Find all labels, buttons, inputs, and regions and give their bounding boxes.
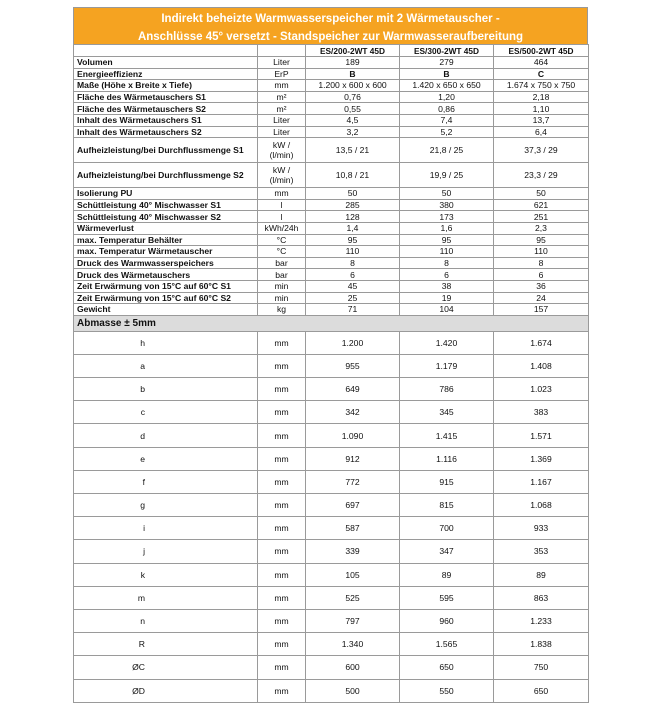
- spec-label: Aufheizleistung/bei Durchflussmenge S1: [74, 138, 258, 163]
- spec-label: Zeit Erwärmung von 15°C auf 60°C S2: [74, 292, 258, 304]
- spec-value: 1.420 x 650 x 650: [400, 80, 494, 92]
- spec-table: [73, 44, 589, 703]
- dimension-value: 650: [494, 679, 589, 702]
- spec-label: Inhalt des Wärmetauschers S2: [74, 126, 258, 138]
- spec-value: 128: [306, 211, 400, 223]
- dimension-value: 1.068: [494, 494, 589, 517]
- spec-value: 110: [400, 246, 494, 258]
- dimension-unit: mm: [258, 679, 306, 702]
- spec-label: Schüttleistung 40° Mischwasser S2: [74, 211, 258, 223]
- spec-row: [74, 126, 589, 138]
- dimension-unit: mm: [258, 424, 306, 447]
- spec-value: 173: [400, 211, 494, 223]
- spec-value: 0,76: [306, 91, 400, 103]
- dimension-value: 797: [306, 609, 400, 632]
- spec-value: 380: [400, 199, 494, 211]
- spec-row: [74, 257, 589, 269]
- dimension-symbol: b: [74, 378, 258, 401]
- dimension-symbol: f: [74, 470, 258, 493]
- dimension-value: 105: [306, 563, 400, 586]
- spec-unit: l: [258, 211, 306, 223]
- spec-value: 7,4: [400, 114, 494, 126]
- dimension-value: 353: [494, 540, 589, 563]
- spec-unit: m²: [258, 91, 306, 103]
- spec-value: 285: [306, 199, 400, 211]
- dimension-unit: mm: [258, 609, 306, 632]
- dimension-unit: mm: [258, 517, 306, 540]
- spec-value: 0,86: [400, 103, 494, 115]
- dimension-row: [74, 331, 589, 354]
- spec-value: 37,3 / 29: [494, 138, 589, 163]
- dimension-value: 383: [494, 401, 589, 424]
- dimensions-title: Abmasse ± 5mm: [74, 315, 589, 331]
- spec-row: [74, 138, 589, 163]
- spec-unit: mm: [258, 188, 306, 200]
- spec-value: 6: [400, 269, 494, 281]
- spec-label: Schüttleistung 40° Mischwasser S1: [74, 199, 258, 211]
- spec-value: 1,10: [494, 103, 589, 115]
- dimension-unit: mm: [258, 401, 306, 424]
- dimension-value: 1.838: [494, 633, 589, 656]
- spec-row: [74, 163, 589, 188]
- dimension-value: 89: [494, 563, 589, 586]
- spec-row: [74, 199, 589, 211]
- dimension-row: [74, 517, 589, 540]
- spec-unit: min: [258, 280, 306, 292]
- dimension-value: 1.408: [494, 354, 589, 377]
- dimension-row: [74, 586, 589, 609]
- spec-unit: min: [258, 292, 306, 304]
- spec-value: 8: [306, 257, 400, 269]
- spec-label: Energieeffizienz: [74, 68, 258, 80]
- dimension-symbol: a: [74, 354, 258, 377]
- dimension-value: 772: [306, 470, 400, 493]
- spec-value: 13,7: [494, 114, 589, 126]
- dimension-value: 1.571: [494, 424, 589, 447]
- dimension-row: [74, 447, 589, 470]
- dimension-unit: mm: [258, 494, 306, 517]
- dimension-value: 500: [306, 679, 400, 702]
- dimension-value: 1.674: [494, 331, 589, 354]
- spec-value: 95: [494, 234, 589, 246]
- spec-label: Maße (Höhe x Breite x Tiefe): [74, 80, 258, 92]
- spec-value: C: [494, 68, 589, 80]
- spec-value: 13,5 / 21: [306, 138, 400, 163]
- spec-value: 1,20: [400, 91, 494, 103]
- dimension-unit: mm: [258, 354, 306, 377]
- spec-unit: l: [258, 199, 306, 211]
- dimension-row: [74, 354, 589, 377]
- spec-unit: ErP: [258, 68, 306, 80]
- dimension-symbol: h: [74, 331, 258, 354]
- dimension-row: [74, 656, 589, 679]
- spec-value: 25: [306, 292, 400, 304]
- spec-value: 6: [494, 269, 589, 281]
- dimension-value: 649: [306, 378, 400, 401]
- dimension-value: 1.090: [306, 424, 400, 447]
- spec-value: 71: [306, 304, 400, 316]
- dimension-row: [74, 679, 589, 702]
- dimension-row: [74, 424, 589, 447]
- spec-value: 1.200 x 600 x 600: [306, 80, 400, 92]
- model-header: ES/200-2WT 45D: [306, 45, 400, 57]
- dimension-value: 650: [400, 656, 494, 679]
- empty-header-cell: [258, 45, 306, 57]
- spec-value: 157: [494, 304, 589, 316]
- spec-row: [74, 280, 589, 292]
- spec-value: 95: [306, 234, 400, 246]
- spec-label: Inhalt des Wärmetauschers S1: [74, 114, 258, 126]
- dimension-value: 347: [400, 540, 494, 563]
- dimension-value: 960: [400, 609, 494, 632]
- dimension-value: 933: [494, 517, 589, 540]
- spec-row: [74, 188, 589, 200]
- dimensions-section-row: [74, 315, 589, 331]
- dimension-value: 600: [306, 656, 400, 679]
- spec-value: B: [306, 68, 400, 80]
- spec-unit: bar: [258, 269, 306, 281]
- spec-label: Fläche des Wärmetauschers S1: [74, 91, 258, 103]
- dimension-value: 1.565: [400, 633, 494, 656]
- dimension-value: 815: [400, 494, 494, 517]
- spec-label: Druck des Warmwasserspeichers: [74, 257, 258, 269]
- dimension-symbol: g: [74, 494, 258, 517]
- dimension-value: 1.369: [494, 447, 589, 470]
- dimension-value: 1.233: [494, 609, 589, 632]
- spec-row: [74, 234, 589, 246]
- dimension-value: 1.420: [400, 331, 494, 354]
- spec-row: [74, 68, 589, 80]
- spec-unit: Liter: [258, 114, 306, 126]
- spec-value: 251: [494, 211, 589, 223]
- spec-row: [74, 80, 589, 92]
- spec-label: max. Temperatur Behälter: [74, 234, 258, 246]
- spec-row: [74, 103, 589, 115]
- spec-value: 19,9 / 25: [400, 163, 494, 188]
- spec-unit: mm: [258, 80, 306, 92]
- dimension-unit: mm: [258, 378, 306, 401]
- dimension-value: 955: [306, 354, 400, 377]
- dimension-symbol: i: [74, 517, 258, 540]
- dimension-value: 550: [400, 679, 494, 702]
- spec-value: 8: [494, 257, 589, 269]
- dimension-value: 1.179: [400, 354, 494, 377]
- spec-row: [74, 211, 589, 223]
- header-line-1: Indirekt beheizte Warmwasserspeicher mit 2 Wärmetauscher -: [161, 13, 500, 25]
- spec-value: 6,4: [494, 126, 589, 138]
- dimension-value: 1.023: [494, 378, 589, 401]
- spec-value: 104: [400, 304, 494, 316]
- dimension-symbol: c: [74, 401, 258, 424]
- spec-value: 21,8 / 25: [400, 138, 494, 163]
- spec-value: 24: [494, 292, 589, 304]
- dimension-value: 863: [494, 586, 589, 609]
- spec-label: Zeit Erwärmung von 15°C auf 60°C S1: [74, 280, 258, 292]
- column-header-row: [74, 45, 589, 57]
- spec-value: 1.674 x 750 x 750: [494, 80, 589, 92]
- spec-value: 5,2: [400, 126, 494, 138]
- spec-value: 95: [400, 234, 494, 246]
- spec-row: [74, 246, 589, 258]
- dimension-unit: mm: [258, 633, 306, 656]
- spec-value: 50: [306, 188, 400, 200]
- spec-unit: m²: [258, 103, 306, 115]
- dimension-row: [74, 609, 589, 632]
- dimension-row: [74, 494, 589, 517]
- spec-value: 8: [400, 257, 494, 269]
- spec-unit: Liter: [258, 57, 306, 69]
- spec-label: Druck des Wärmetauschers: [74, 269, 258, 281]
- dimension-value: 912: [306, 447, 400, 470]
- spec-value: 38: [400, 280, 494, 292]
- spec-value: 621: [494, 199, 589, 211]
- sheet-header: [73, 7, 588, 44]
- spec-value: 1,4: [306, 222, 400, 234]
- spec-value: 4,5: [306, 114, 400, 126]
- dimension-value: 697: [306, 494, 400, 517]
- dimension-value: 595: [400, 586, 494, 609]
- spec-label: Aufheizleistung/bei Durchflussmenge S2: [74, 163, 258, 188]
- spec-unit: kW / (l/min): [258, 138, 306, 163]
- dimension-symbol: d: [74, 424, 258, 447]
- dimension-symbol: m: [74, 586, 258, 609]
- header-line-2: Anschlüsse 45° versetzt - Standspeicher zur Warmwasseraufbereitung: [137, 31, 524, 43]
- spec-value: 0,55: [306, 103, 400, 115]
- spec-value: 110: [306, 246, 400, 258]
- dimension-symbol: n: [74, 609, 258, 632]
- dimension-value: 1.200: [306, 331, 400, 354]
- spec-unit: °C: [258, 246, 306, 258]
- dimension-symbol: R: [74, 633, 258, 656]
- dimension-row: [74, 633, 589, 656]
- dimension-unit: mm: [258, 563, 306, 586]
- spec-value: 36: [494, 280, 589, 292]
- dimension-value: 786: [400, 378, 494, 401]
- dimension-unit: mm: [258, 656, 306, 679]
- spec-value: 50: [400, 188, 494, 200]
- dimension-unit: mm: [258, 586, 306, 609]
- dimension-value: 345: [400, 401, 494, 424]
- spec-label: Wärmeverlust: [74, 222, 258, 234]
- spec-row: [74, 222, 589, 234]
- spec-value: 6: [306, 269, 400, 281]
- dimension-value: 1.167: [494, 470, 589, 493]
- dimension-value: 339: [306, 540, 400, 563]
- dimension-row: [74, 378, 589, 401]
- spec-unit: °C: [258, 234, 306, 246]
- spec-label: Volumen: [74, 57, 258, 69]
- spec-value: 23,3 / 29: [494, 163, 589, 188]
- dimension-row: [74, 540, 589, 563]
- dimension-row: [74, 563, 589, 586]
- spec-row: [74, 91, 589, 103]
- spec-value: B: [400, 68, 494, 80]
- spec-value: 189: [306, 57, 400, 69]
- dimension-symbol: j: [74, 540, 258, 563]
- dimension-value: 1.340: [306, 633, 400, 656]
- dimension-value: 915: [400, 470, 494, 493]
- dimension-row: [74, 401, 589, 424]
- spec-label: Isolierung PU: [74, 188, 258, 200]
- dimension-unit: mm: [258, 540, 306, 563]
- spec-unit: kW / (l/min): [258, 163, 306, 188]
- dimension-value: 1.116: [400, 447, 494, 470]
- spec-row: [74, 57, 589, 69]
- dimension-symbol: ØC: [74, 656, 258, 679]
- model-header: ES/500-2WT 45D: [494, 45, 589, 57]
- spec-unit: kg: [258, 304, 306, 316]
- spec-value: 3,2: [306, 126, 400, 138]
- spec-value: 2,3: [494, 222, 589, 234]
- spec-unit: Liter: [258, 126, 306, 138]
- spec-value: 110: [494, 246, 589, 258]
- spec-value: 19: [400, 292, 494, 304]
- dimension-unit: mm: [258, 447, 306, 470]
- spec-value: 464: [494, 57, 589, 69]
- spec-unit: bar: [258, 257, 306, 269]
- spec-table-body: [74, 45, 589, 703]
- spec-value: 2,18: [494, 91, 589, 103]
- spec-unit: kWh/24h: [258, 222, 306, 234]
- dimension-symbol: e: [74, 447, 258, 470]
- spec-label: Gewicht: [74, 304, 258, 316]
- spec-value: 10,8 / 21: [306, 163, 400, 188]
- dimension-unit: mm: [258, 470, 306, 493]
- spec-row: [74, 304, 589, 316]
- spec-sheet: [73, 7, 588, 703]
- dimension-value: 525: [306, 586, 400, 609]
- dimension-value: 89: [400, 563, 494, 586]
- spec-value: 279: [400, 57, 494, 69]
- dimension-symbol: ØD: [74, 679, 258, 702]
- empty-header-cell: [74, 45, 258, 57]
- dimension-value: 1.415: [400, 424, 494, 447]
- spec-value: 50: [494, 188, 589, 200]
- dimension-row: [74, 470, 589, 493]
- dimension-value: 700: [400, 517, 494, 540]
- spec-row: [74, 114, 589, 126]
- spec-value: 45: [306, 280, 400, 292]
- model-header: ES/300-2WT 45D: [400, 45, 494, 57]
- spec-row: [74, 269, 589, 281]
- spec-label: max. Temperatur Wärmetauscher: [74, 246, 258, 258]
- spec-value: 1,6: [400, 222, 494, 234]
- spec-row: [74, 292, 589, 304]
- spec-label: Fläche des Wärmetauschers S2: [74, 103, 258, 115]
- dimension-value: 342: [306, 401, 400, 424]
- dimension-symbol: k: [74, 563, 258, 586]
- dimension-unit: mm: [258, 331, 306, 354]
- dimension-value: 587: [306, 517, 400, 540]
- dimension-value: 750: [494, 656, 589, 679]
